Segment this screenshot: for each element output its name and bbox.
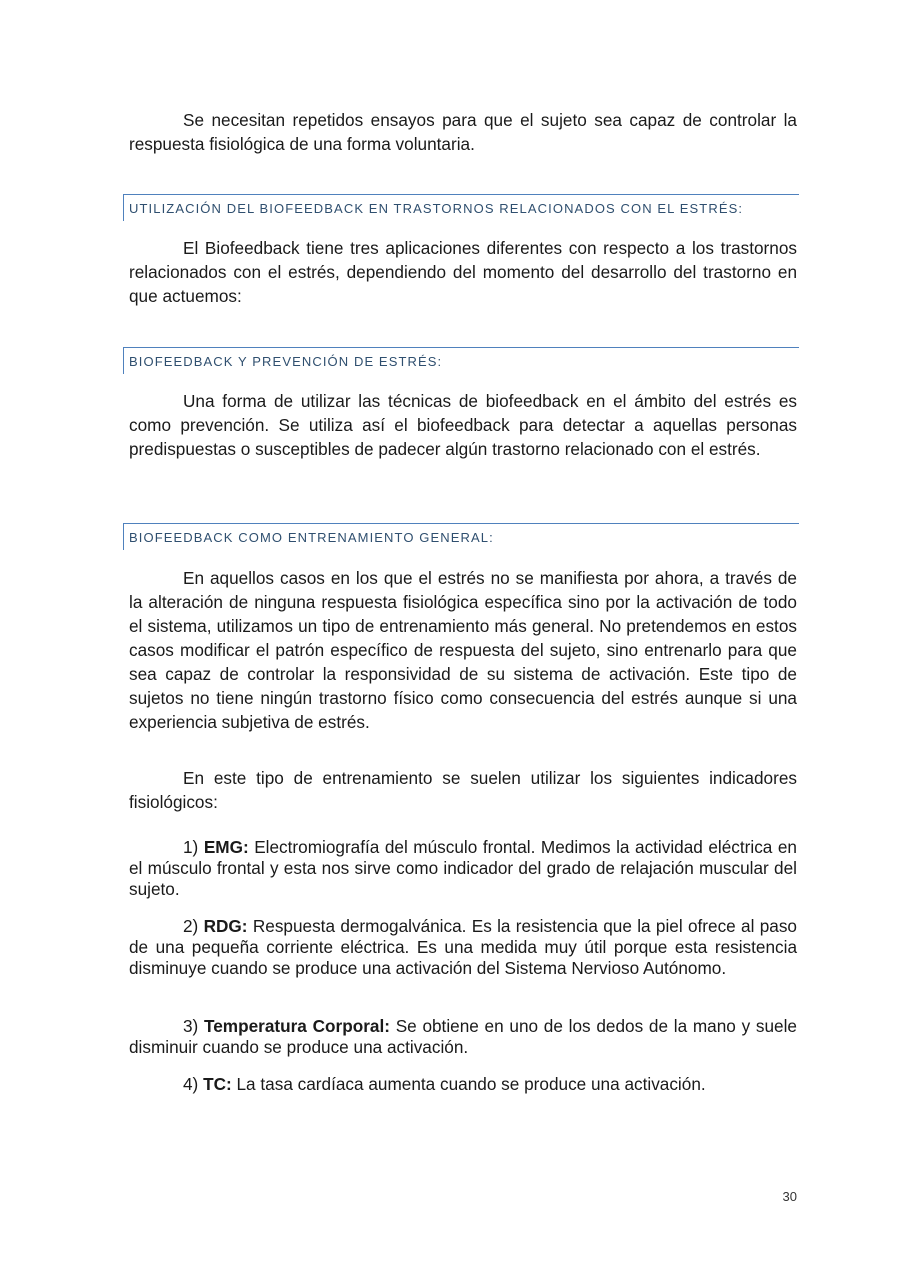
- heading-general-training: BIOFEEDBACK COMO ENTRENAMIENTO GENERAL:: [123, 523, 799, 550]
- page-number: 30: [782, 1189, 797, 1204]
- list-term: Temperatura Corporal:: [204, 1016, 390, 1036]
- paragraph-indicators-intro: En este tipo de entrenamiento se suelen utilizar los siguientes indicadores fisiológicos:: [129, 768, 797, 812]
- heading-prevention: BIOFEEDBACK Y PREVENCIÓN DE ESTRÉS:: [123, 347, 799, 374]
- list-term: TC:: [203, 1074, 232, 1094]
- list-item-rdg: 2) RDG: Respuesta dermogalvánica. Es la resistencia que la piel ofrece al paso de una pequeña corriente eléctrica. Es una medida muy útil porque esta resistencia disminuye cuando se produce una activación del Sistema Nervioso Autónomo.: [129, 916, 797, 978]
- list-item-temperature: 3) Temperatura Corporal: Se obtiene en uno de los dedos de la mano y suele disminuir cuando se produce una activación.: [129, 1016, 797, 1057]
- heading-stress-disorders: UTILIZACIÓN DEL BIOFEEDBACK EN TRASTORNOS RELACIONADOS CON EL ESTRÉS:: [123, 194, 799, 221]
- paragraph-three-applications: El Biofeedback tiene tres aplicaciones diferentes con respecto a los trastornos relacionados con el estrés, dependiendo del momento del desarrollo del trastorno en que actuemos:: [129, 238, 797, 306]
- list-item-emg: 1) EMG: Electromiografía del músculo frontal. Medimos la actividad eléctrica en el músculo frontal y esta nos sirve como indicador del grado de relajación muscular del sujeto.: [129, 837, 797, 899]
- paragraph-general-training: En aquellos casos en los que el estrés no se manifiesta por ahora, a través de la alteración de ninguna respuesta fisiológica específica sino por la activación de todo el sistema, utilizamos un tipo de entrenamiento más general. No pretendemos en estos casos modificar el patrón específico de respuesta del sujeto, sino entrenarlo para que sea capaz de controlar la responsividad de su sistema de activación. Este tipo de sujetos no tiene ningún trastorno físico como consecuencia del estrés aunque si una experiencia subjetiva de estrés.: [129, 568, 797, 732]
- list-item-tc: 4) TC: La tasa cardíaca aumenta cuando se produce una activación.: [183, 1074, 706, 1094]
- paragraph-repeated-trials: Se necesitan repetidos ensayos para que el sujeto sea capaz de controlar la respuesta fisiológica de una forma voluntaria.: [129, 110, 797, 154]
- list-term: RDG:: [203, 916, 248, 936]
- list-term: EMG:: [203, 837, 249, 857]
- paragraph-prevention: Una forma de utilizar las técnicas de biofeedback en el ámbito del estrés es como prevención. Se utiliza así el biofeedback para detectar a aquellas personas predispuestas o susceptibles de padecer algún trastorno relacionado con el estrés.: [129, 391, 797, 459]
